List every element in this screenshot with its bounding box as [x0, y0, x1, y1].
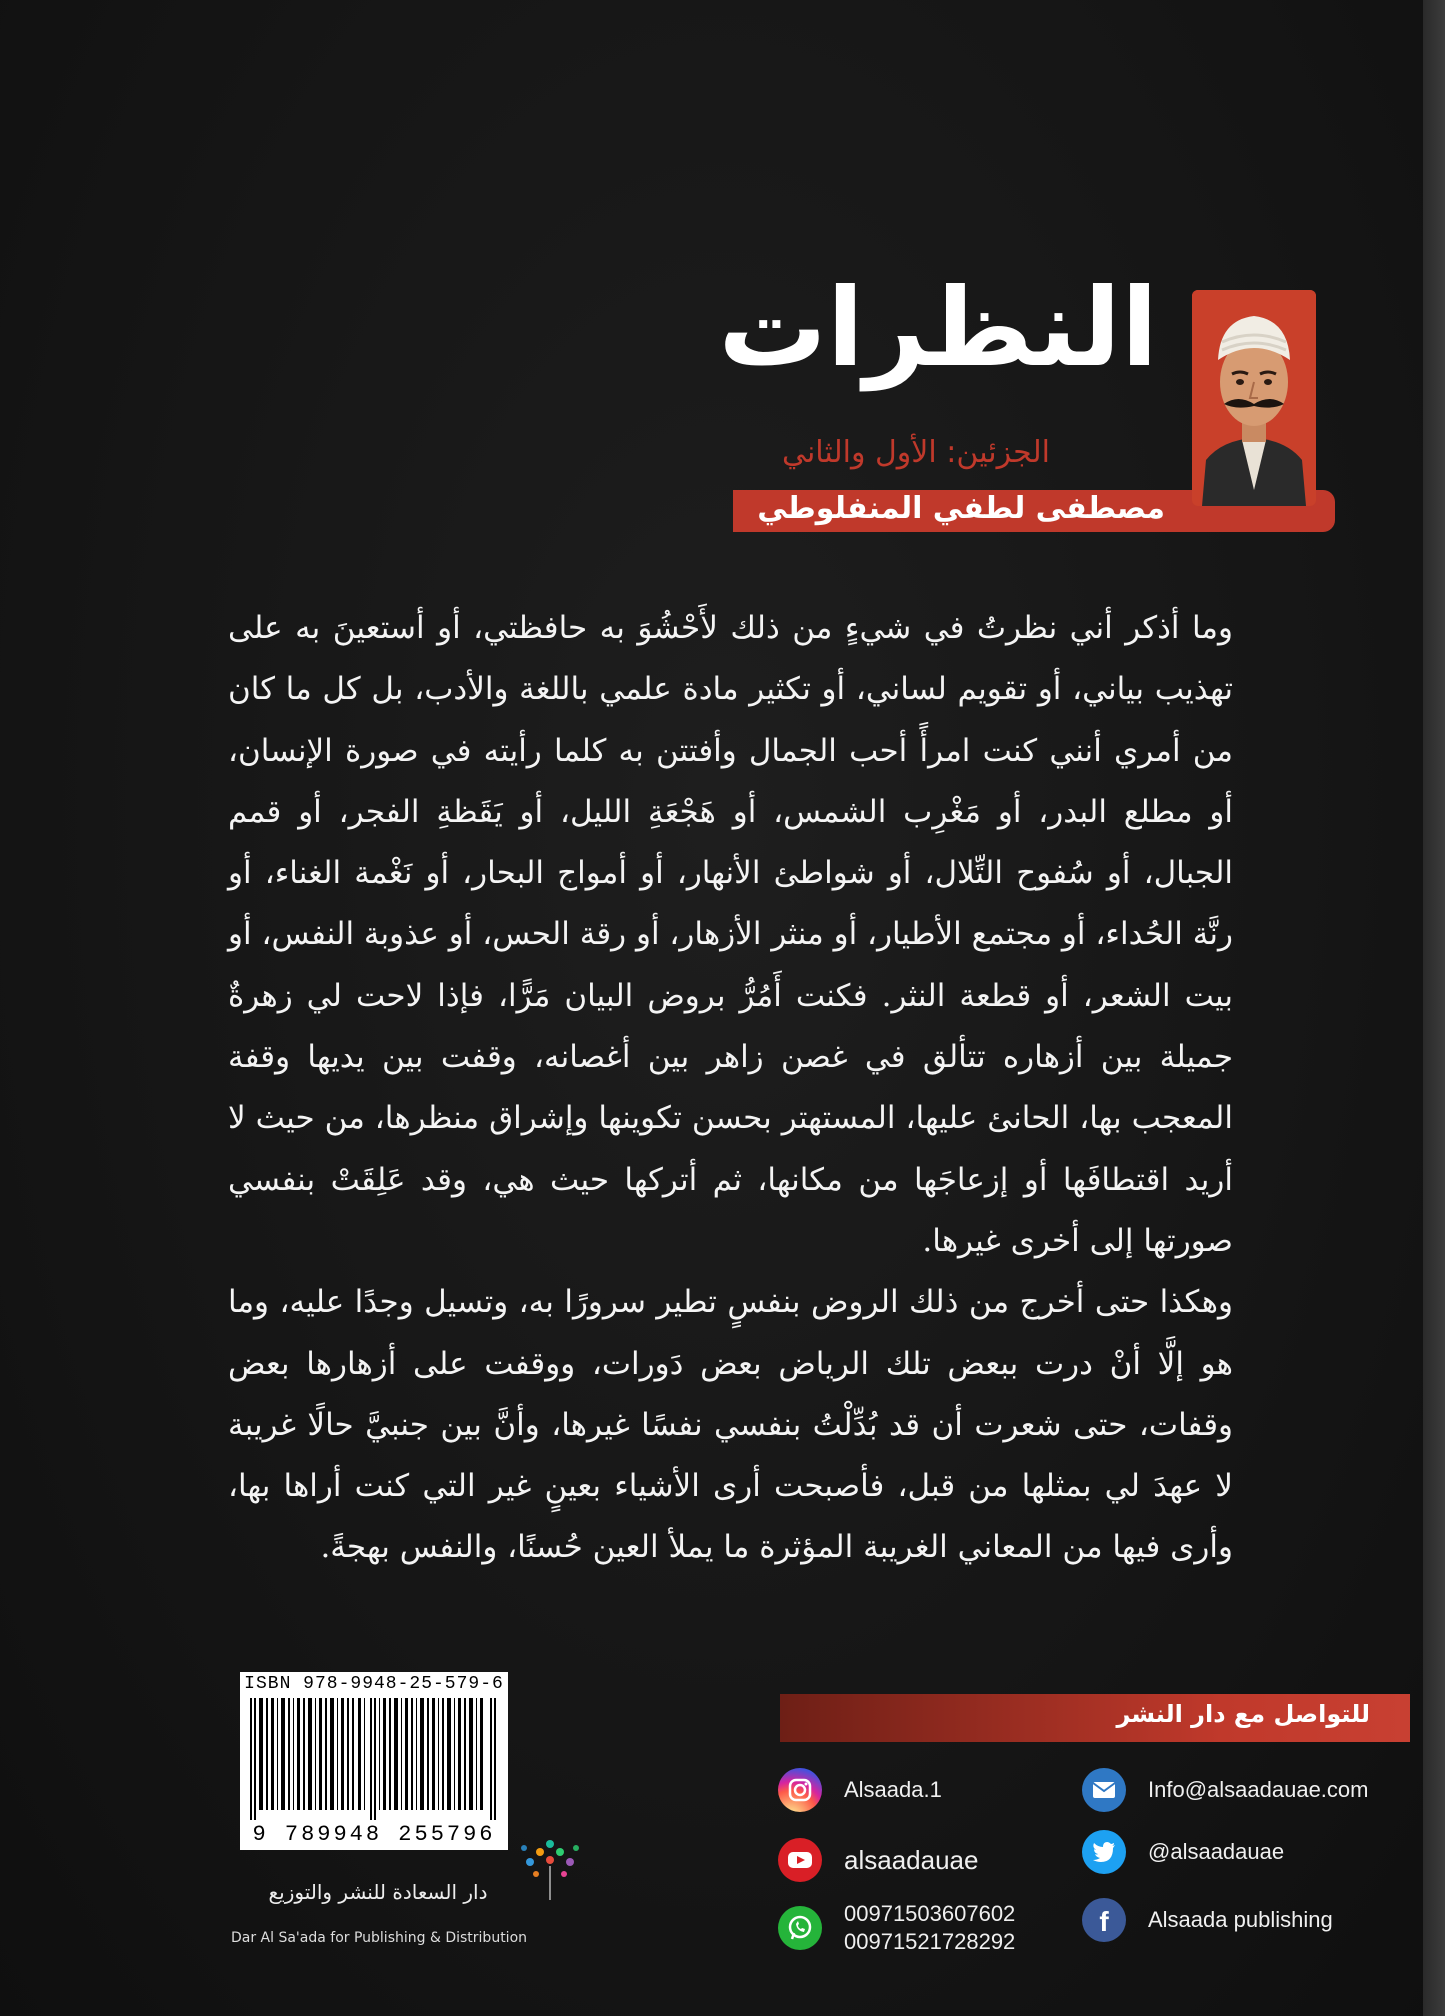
excerpt-paragraph-1: وما أذكر أني نظرتُ في شيءٍ من ذلك لأَحْشُوَ به حافظتي، أو أستعينَ به على تهذيب بياني، أو تقويم لساني، أو تكثير مادة علمي باللغة والأدب، بل كل ما كان من أمري أنني كنت امرأً أحب الجمال وأفتتن به كلما رأيته في صورة الإنسان، أو مطلع البدر، أو مَغْرِب الشمس، أو هَجْعَةِ الليل، أو يَقَظةِ الفجر، أو قمم الجبال، أو سُفوح التِّلال، أو شواطئ الأنهار، أو أمواج البحار، أو نَغْمة الغناء، أو رنَّة الحُداء، أو مجتمع الأطيار، أو منثر الأزهار، أو رقة الحس، أو عذوبة النفس، أو بيت الشعر، أو قطعة النثر. فكنت أَمُرُّ بروض البيان مَرًّا، فإذا لاحت لي زهرةٌ جميلة بين أزهاره تتألق في غصن زاهر بين أغصانه، وقفت بين يديها وقفة المعجب بها، الحانئ عليها، المستهتر بحسن تكوينها وإشراق منظرها، من حيث لا أريد اقتطافَها أو إزعاجَها من مكانها، ثم أتركها حيث هي، وقد عَلِقَتْ بنفسي صورتها إلى أخرى غيرها. [228, 610, 1233, 1259]
barcode-bars [248, 1698, 500, 1820]
email-icon [1082, 1768, 1126, 1812]
portrait-illustration [1192, 290, 1316, 506]
whatsapp-numbers [844, 1900, 1015, 1956]
instagram-icon [778, 1768, 822, 1812]
excerpt-paragraph-2: وهكذا حتى أخرج من ذلك الروض بنفسٍ تطير سرورًا به، وتسيل وجدًا عليه، وما هو إلَّا أنْ درت ببعض تلك الرياض بعض دَورات، ووقفت على أزهارها بعض وقفات، حتى شعرت أن قد بُدِّلْتُ بنفسي نفسًا غيرها، وأنَّ بين جنبيَّ حالًا غريبة لا عهدَ لي بمثلها من قبل، فأصبحت أرى الأشياء بعينٍ غير التي كنت أراها بها، وأرى فيها من المعاني الغريبة المؤثرة ما يملأ العين حُسنًا، والنفس بهجةً. [228, 1284, 1233, 1566]
email-address: Info@alsaadauae.com [1148, 1777, 1369, 1802]
contact-facebook[interactable] [1082, 1898, 1333, 1942]
isbn-barcode [240, 1672, 508, 1850]
contact-email[interactable] [1082, 1768, 1368, 1812]
publisher-name-english: Dar Al Sa'ada for Publishing & Distribution [230, 1930, 528, 1946]
whatsapp-number-1: 00971503607602 [844, 1901, 1016, 1926]
contact-title: للتواصل مع دار النشر [1116, 1700, 1370, 1728]
author-name: مصطفى لطفي المنفلوطي [757, 491, 1165, 526]
instagram-handle: Alsaada.1 [844, 1777, 942, 1802]
contact-instagram[interactable] [778, 1768, 942, 1812]
book-excerpt [228, 598, 1233, 1579]
youtube-channel: alsaadauae [844, 1844, 979, 1875]
whatsapp-icon [778, 1906, 822, 1950]
twitter-icon [1082, 1830, 1126, 1874]
cover-edge [1423, 0, 1445, 2016]
youtube-icon [778, 1838, 822, 1882]
facebook-page: Alsaada publishing [1148, 1907, 1333, 1932]
whatsapp-number-2: 00971521728292 [844, 1929, 1016, 1954]
author-portrait [1192, 290, 1316, 506]
twitter-handle: @alsaadauae [1148, 1839, 1285, 1864]
contact-youtube[interactable] [778, 1838, 978, 1882]
book-subtitle: الجزئين: الأول والثاني [781, 435, 1050, 470]
book-title: النظرات [718, 266, 1158, 391]
facebook-icon: f [1082, 1898, 1126, 1942]
contact-whatsapp[interactable] [778, 1900, 1015, 1956]
contact-twitter[interactable] [1082, 1830, 1284, 1874]
isbn-digits: 9 789948 255796 [252, 1822, 496, 1847]
isbn-label: ISBN 978-9948-25-579-6 [244, 1674, 504, 1694]
publisher-name-arabic: دار السعادة للنشر والتوزيع [268, 1880, 488, 1904]
